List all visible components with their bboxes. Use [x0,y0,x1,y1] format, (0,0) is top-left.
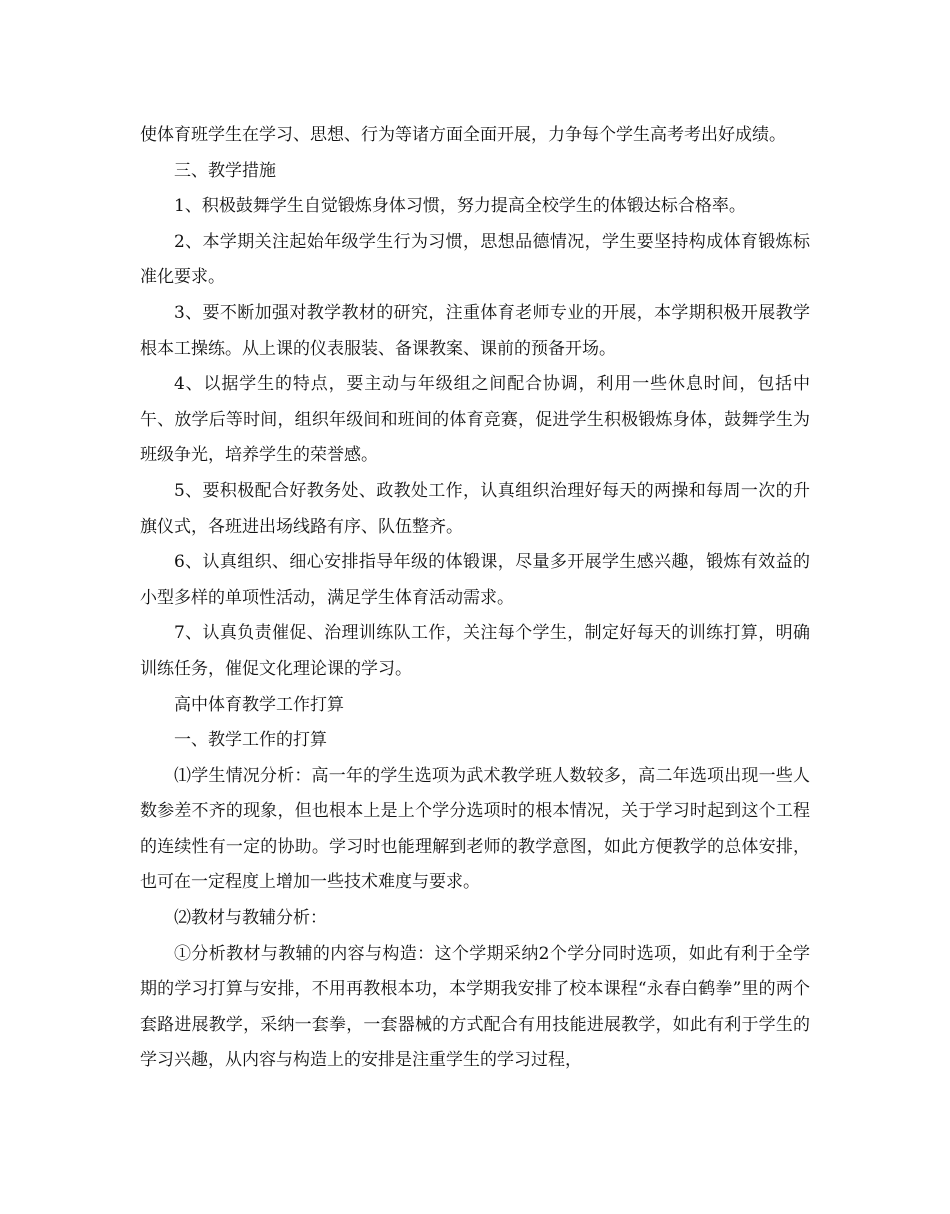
measure-item-2: 2、本学期关注起始年级学生行为习惯，思想品德情况，学生要坚持构成体育锻炼标准化要求。 [140,231,810,288]
measure-item-3: 3、要不断加强对教学教材的研究，注重体育老师专业的开展，本学期积极开展教学根本工操练。从上课的仪表服装、备课教案、课前的预备开场。 [140,302,810,359]
student-analysis-paragraph: ⑴学生情况分析：高一年的学生选项为武术教学班人数较多，高二年选项出现一些人数参差不齐的现象，但也根本上是上个学分选项时的根本情况，关于学习时起到这个工程的连续性有一定的协助。学习时也能理解到老师的教学意图，如此方便教学的总体安排，也可在一定程度上增加一些技术难度与要求。 [140,765,810,893]
measure-item-1: 1、积极鼓舞学生自觉锻炼身体习惯，努力提高全校学生的体锻达标合格率。 [174,196,746,217]
document-body [140,118,810,1079]
materials-content-paragraph: ①分析教材与教辅的内容与构造：这个学期采纳2个学分同时选项，如此有利于全学期的学习打算与安排，不用再教根本功，本学期我安排了校本课程“永春白鹤拳”里的两个套路进展教学，采纳一套拳，一套器械的方式配合有用技能进展教学，如此有利于学生的学习兴趣，从内容与构造上的安排是注重学生的学习过程， [140,943,810,1071]
measure-item-5: 5、要积极配合好教务处、政教处工作，认真组织治理好每天的两操和每周一次的升旗仪式，各班进出场线路有序、队伍整齐。 [140,480,810,537]
paragraph-1: 使体育班学生在学习、思想、行为等诸方面全面开展，力争每个学生高考考出好成绩。 [140,125,786,145]
materials-analysis-heading: ⑵教材与教辅分析： [174,908,327,929]
section-heading-teaching-measures: 三、教学措施 [174,160,276,181]
measure-item-6: 6、认真组织、细心安排指导年级的体锻课，尽量多开展学生感兴趣，锻炼有效益的小型多样的单项性活动，满足学生体育活动需求。 [140,552,810,608]
document-subtitle: 高中体育教学工作打算 [174,694,344,715]
measure-item-4: 4、以据学生的特点，要主动与年级组之间配合协调，利用一些休息时间，包括中午、放学后等时间，组织年级间和班间的体育竞赛，促进学生积极锻炼身体，鼓舞学生为班级争光，培养学生的荣誉感。 [140,374,810,466]
measure-item-7: 7、认真负责催促、治理训练队工作，关注每个学生，制定好每天的训练打算，明确训练任务，催促文化理论课的学习。 [140,623,810,679]
section-heading-teaching-plan: 一、教学工作的打算 [174,730,327,751]
